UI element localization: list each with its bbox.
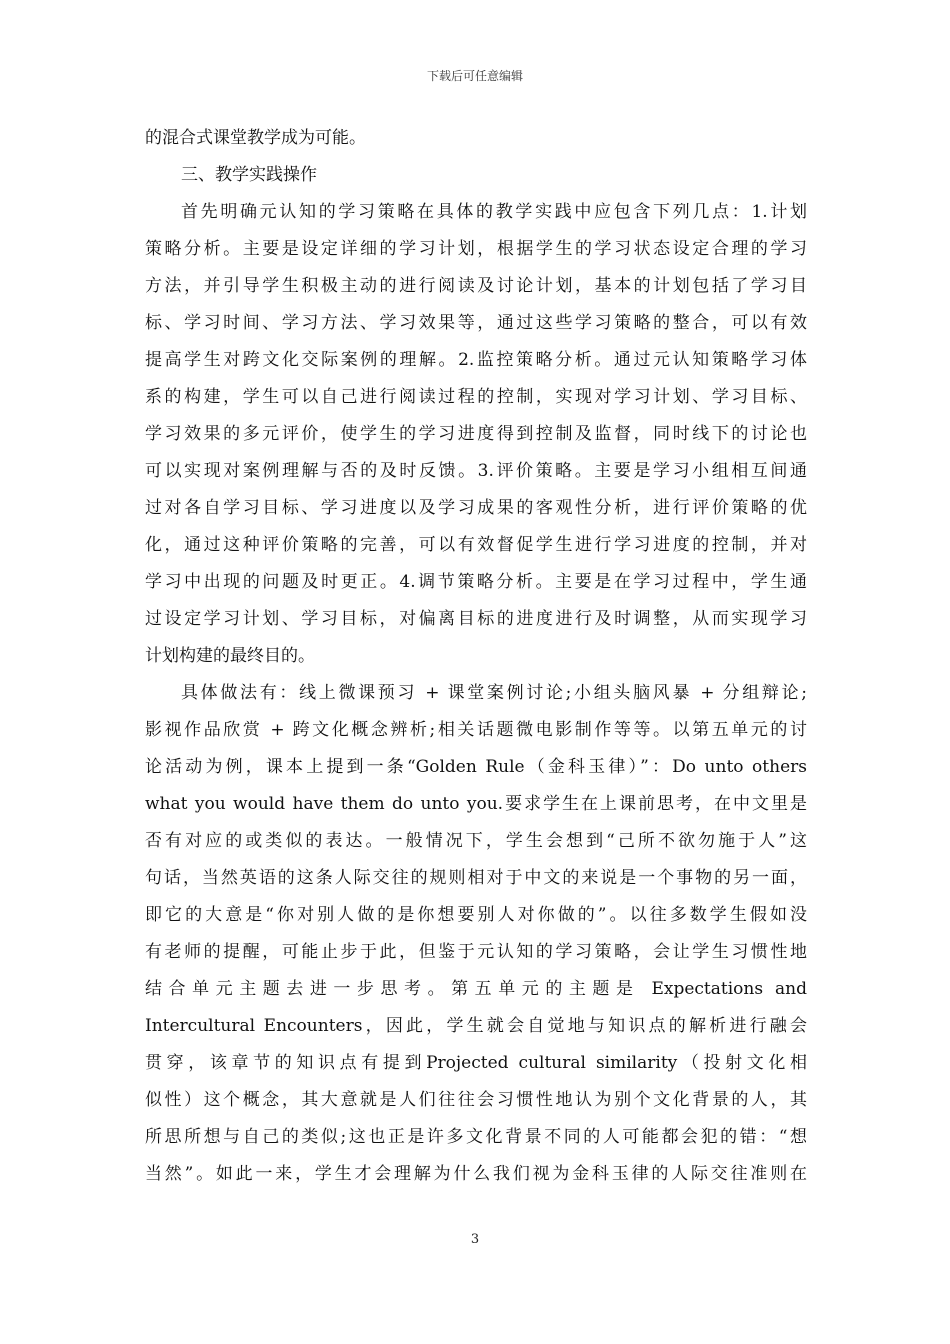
text-line: 过对各自学习目标、学习进度以及学习成果的客观性分析，进行评价策略的优 (145, 498, 807, 518)
page-number: 3 (470, 1232, 480, 1247)
text-line: 标、学习时间、学习方法、学习效果等，通过这些学习策略的整合，可以有效 (145, 313, 807, 333)
text-line: 过设定学习计划、学习目标，对偏离目标的进度进行及时调整，从而实现学习 (145, 609, 807, 629)
text-line: 化，通过这种评价策略的完善，可以有效督促学生进行学习进度的控制，并对 (145, 535, 807, 555)
text-line: 贯穿，该章节的知识点有提到Projected cultural similarity（投射文化相 (145, 1053, 807, 1073)
text-line: 否有对应的或类似的表达。一般情况下，学生会想到“己所不欲勿施于人”这 (145, 831, 807, 851)
text-line: 句话，当然英语的这条人际交往的规则相对于中文的来说是一个事物的另一面， (145, 868, 807, 888)
document-body (145, 120, 807, 1193)
text-line: Intercultural Encounters，因此，学生就会自觉地与知识点的解析进行融会 (145, 1016, 807, 1036)
text-line: 似性）这个概念，其大意就是人们往往会习惯性地认为别个文化背景的人，其 (145, 1090, 807, 1110)
text-line: 有老师的提醒，可能止步于此，但鉴于元认知的学习策略，会让学生习惯性地 (145, 942, 807, 962)
text-line: 的混合式课堂教学成为可能。 (145, 128, 366, 148)
text-line: 策略分析。主要是设定详细的学习计划，根据学生的学习状态设定合理的学习 (145, 239, 807, 259)
text-line: 所思所想与自己的类似;这也正是许多文化背景不同的人可能都会犯的错：“想 (145, 1127, 807, 1147)
text-line: 提高学生对跨文化交际案例的理解。2.监控策略分析。通过元认知策略学习体 (145, 350, 807, 370)
text-line: 学习效果的多元评价，使学生的学习进度得到控制及监督，同时线下的讨论也 (145, 424, 807, 444)
text-line: 即它的大意是“你对别人做的是你想要别人对你做的”。以往多数学生假如没 (145, 905, 807, 925)
text-line: 可以实现对案例理解与否的及时反馈。3.评价策略。主要是学习小组相互间通 (145, 461, 807, 481)
text-line: 论活动为例，课本上提到一条“Golden Rule（金科玉律）”：Do unto others (145, 757, 807, 777)
page-header: 下载后可任意编辑 (426, 69, 523, 83)
text-line: 学习中出现的问题及时更正。4.调节策略分析。主要是在学习过程中，学生通 (145, 572, 807, 592)
text-line: 首先明确元认知的学习策略在具体的教学实践中应包含下列几点：1.计划 (181, 202, 807, 222)
text-line: 系的构建，学生可以自己进行阅读过程的控制，实现对学习计划、学习目标、 (145, 387, 807, 407)
text-line: 结合单元主题去进一步思考。第五单元的主题是 Expectations and (145, 979, 807, 999)
text-line: 当然”。如此一来，学生才会理解为什么我们视为金科玉律的人际交往准则在 (145, 1164, 807, 1184)
text-line: what you would have them do unto you.要求学生在上课前思考，在中文里是 (145, 794, 807, 814)
text-line: 具体做法有：线上微课预习 + 课堂案例讨论;小组头脑风暴 + 分组辩论; (181, 683, 807, 703)
text-line: 影视作品欣赏 + 跨文化概念辨析;相关话题微电影制作等等。以第五单元的讨 (145, 720, 807, 740)
text-line: 三、教学实践操作 (181, 165, 317, 185)
text-line: 计划构建的最终目的。 (145, 646, 315, 666)
text-line: 方法，并引导学生积极主动的进行阅读及讨论计划，基本的计划包括了学习目 (145, 276, 807, 296)
